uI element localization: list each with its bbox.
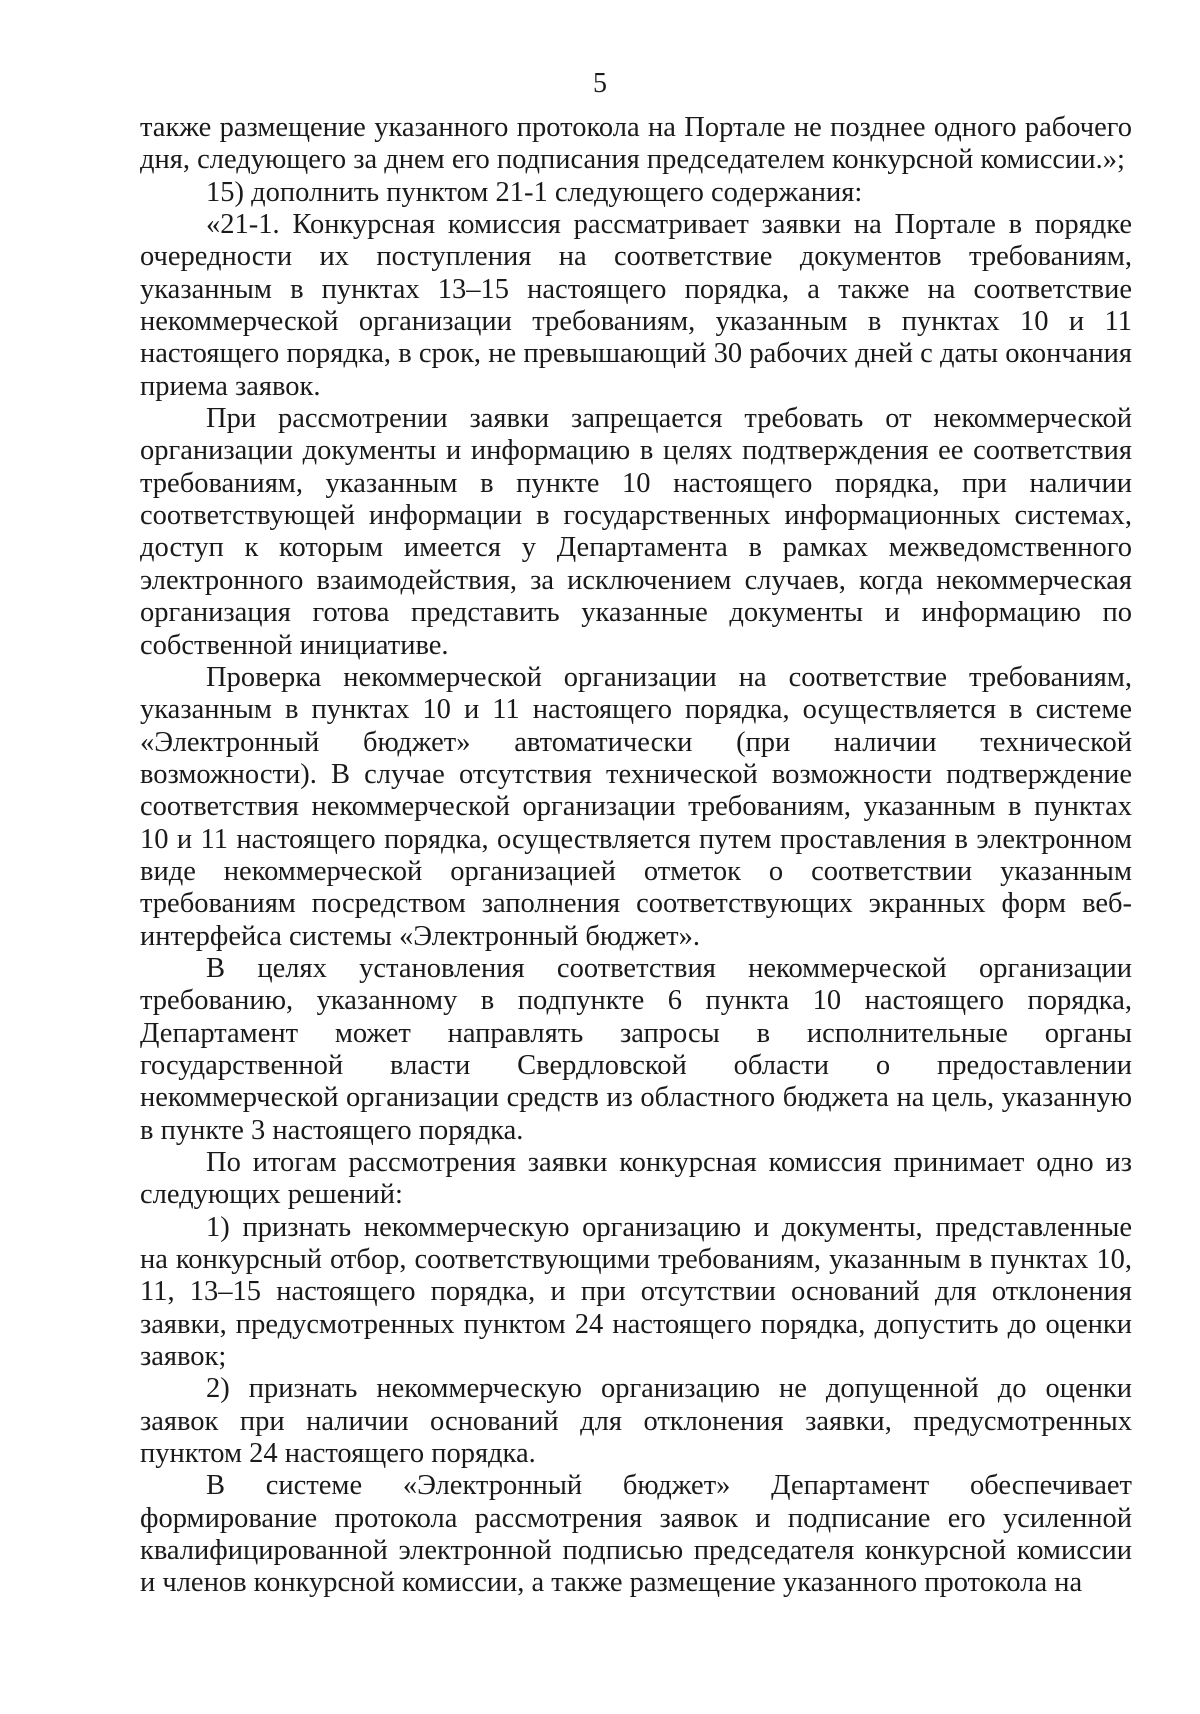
paragraph-decision-1: 1) признать некоммерческую организацию и документы, представленные на конкурсный отбор, соответствующими требованиям, указанным в пунктах 10, 11, 13–15 настоящего порядка, и при отсутствии оснований для отклонения заявки, предусмотренных пунктом 24 настоящего порядка, допустить до оценки заявок;: [140, 1211, 1132, 1373]
paragraph-continuation: также размещение указанного протокола на Портале не позднее одного рабочего дня, следующего за днем его подписания председателем конкурсной комиссии.»;: [140, 112, 1132, 176]
paragraph-decision-2: 2) признать некоммерческую организацию не допущенной до оценки заявок при наличии оснований для отклонения заявки, предусмотренных пунктом 24 настоящего порядка.: [140, 1373, 1132, 1470]
paragraph-verification-electronic-budget: Проверка некоммерческой организации на соответствие требованиям, указанным в пунктах 10 и 11 настоящего порядка, осуществляется в системе «Электронный бюджет» автоматически (при наличии технической возможности). В случае отсутствия технической возможности подтверждение соответствия некоммерческой организации требованиям, указанным в пунктах 10 и 11 настоящего порядка, осуществляется путем проставления в электронном виде некоммерческой организацией отметок о соответствии указанным требованиям посредством заполнения соответствующих экранных форм веб-интерфейса системы «Электронный бюджет».: [140, 661, 1132, 952]
paragraph-amendment-15: 15) дополнить пунктом 21-1 следующего содержания:: [206, 176, 863, 208]
paragraph-document-request-prohibition: При рассмотрении заявки запрещается требовать от некоммерческой организации документы и информацию в целях подтверждения ее соответствия требованиям, указанным в пункте 10 настоящего порядка, при наличии соответствующей информации в государственных информационных системах, доступ к которым имеется у Департамента в рамках межведомственного электронного взаимодействия, за исключением случаев, когда некоммерческая организация готова представить указанные документы и информацию по собственной инициативе.: [140, 403, 1132, 661]
paragraph-clause-21-1: «21-1. Конкурсная комиссия рассматривает заявки на Портале в порядке очередности их поступления на соответствие документов требованиям, указанным в пунктах 13–15 настоящего порядка, а также на соответствие некоммерческой организации требованиям, указанным в пунктах 10 и 11 настоящего порядка, в срок, не превышающий 30 рабочих дней с даты окончания приема заявок.: [140, 209, 1132, 402]
page-number: 5: [593, 68, 607, 99]
document-body: [140, 112, 1132, 1600]
paragraph-protocol-formation: В системе «Электронный бюджет» Департамент обеспечивает формирование протокола рассмотрения заявок и подписание его усиленной квалифицированной электронной подписью председателя конкурсной комиссии и членов конкурсной комиссии, а также размещение указанного протокола на: [140, 1470, 1132, 1599]
paragraph-decisions-intro: По итогам рассмотрения заявки конкурсная комиссия принимает одно из следующих решений:: [140, 1147, 1132, 1211]
paragraph-department-requests: В целях установления соответствия некоммерческой организации требованию, указанному в подпункте 6 пункта 10 настоящего порядка, Департамент может направлять запросы в исполнительные органы государственной власти Свердловской области о предоставлении некоммерческой организации средств из областного бюджета на цель, указанную в пункте 3 настоящего порядка.: [140, 952, 1132, 1146]
